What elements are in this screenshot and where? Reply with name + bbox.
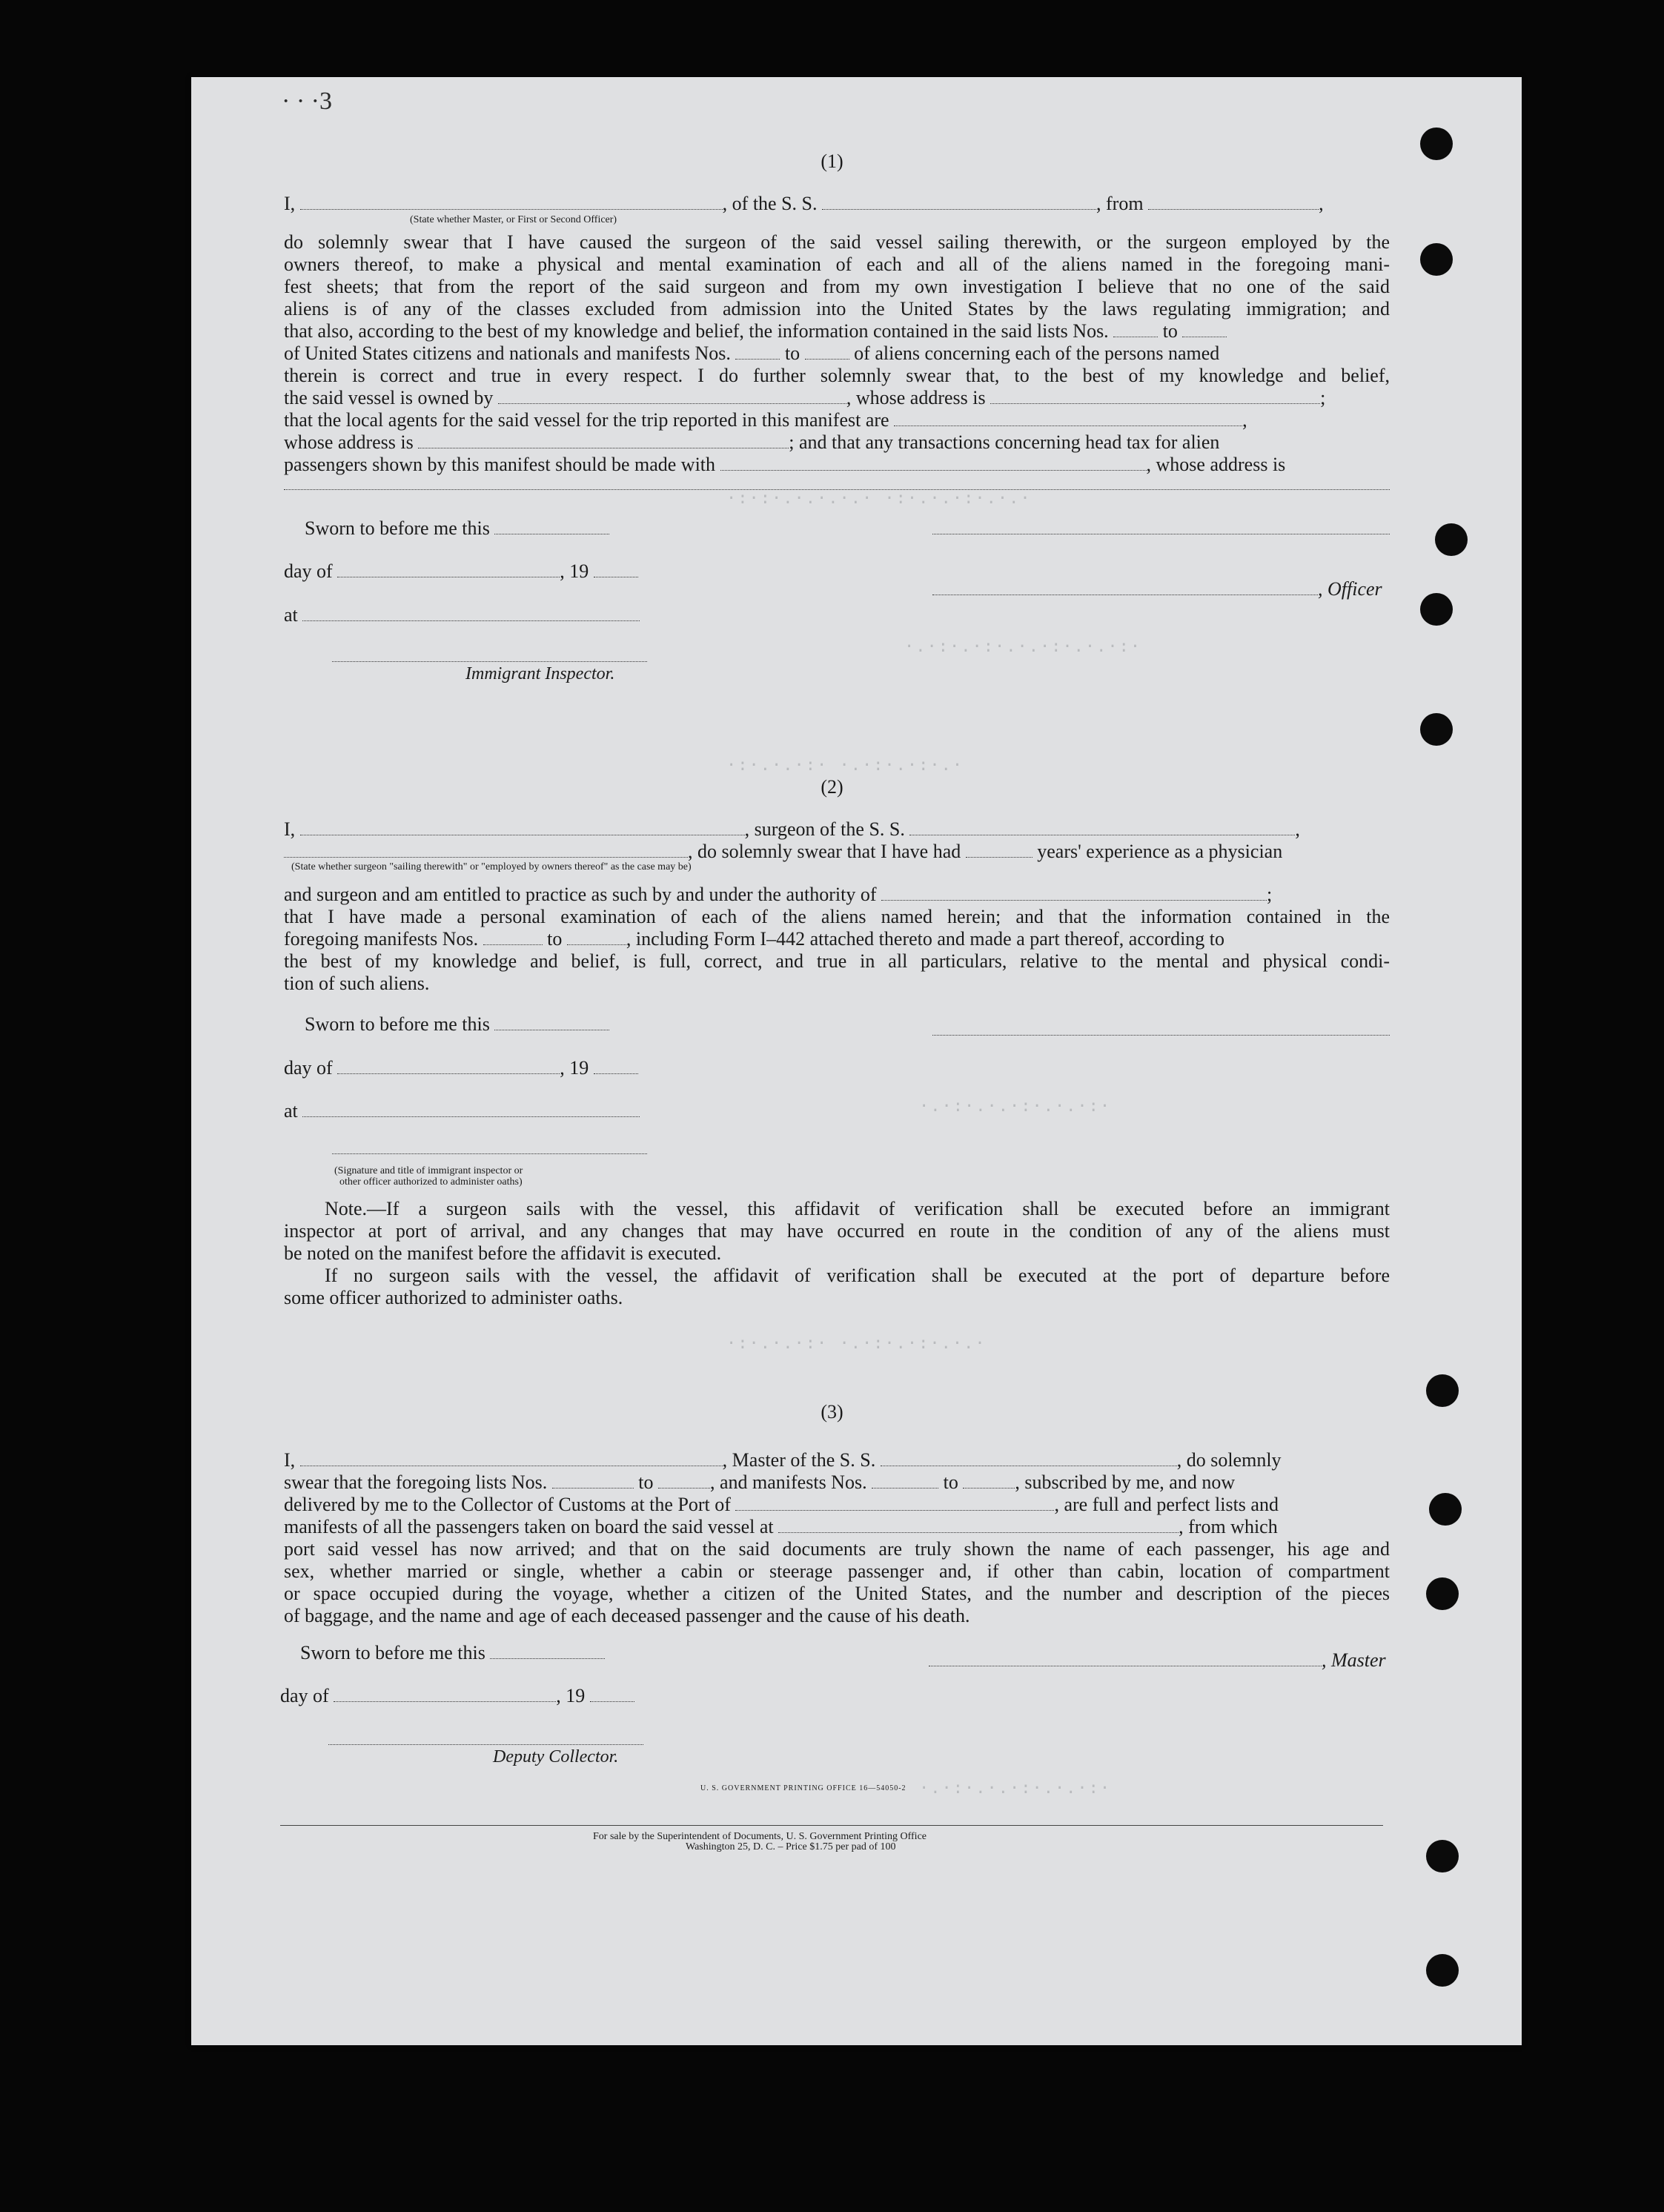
- bleed-through: ·.·:·.·.·:·.·.·:·: [919, 1097, 1112, 1116]
- collector-signature-line: [328, 1744, 643, 1745]
- port-line: delivered by me to the Collector of Customs at the Port of , are full and perfect lists and: [284, 1494, 1279, 1515]
- master-name-field: [300, 1449, 723, 1466]
- signature-line: [932, 1035, 1390, 1036]
- day-of-line: day of , 19: [284, 1057, 638, 1079]
- day-of-line: day of , 19: [284, 560, 638, 583]
- surgeon-caption: (State whether surgeon "sailing therewith" or "employed by owners thereof" as the case may be): [291, 861, 692, 872]
- lists-to-field: [658, 1471, 710, 1489]
- master-vessel-field: [881, 1449, 1177, 1466]
- sale-notice: For sale by the Superintendent of Documents, U. S. Government Printing Office: [593, 1831, 927, 1842]
- punch-hole: [1435, 523, 1468, 556]
- surgeon-vessel-field: [909, 818, 1295, 835]
- lists-to-field: [1182, 320, 1227, 337]
- owner-line: the said vessel is owned by , whose address is ;: [284, 387, 1326, 408]
- paragraph-line: owners thereof, to make a physical and mental examination of each and all of the aliens named in the foregoing mani-: [284, 254, 1390, 275]
- punch-hole: [1420, 713, 1453, 746]
- sworn-line: Sworn to before me this: [305, 1013, 609, 1036]
- owner-field: [498, 387, 846, 404]
- corner-mark: · · ·3: [282, 87, 332, 115]
- paragraph-line: fest sheets; that from the report of the said surgeon and from my own investigation I believe that no one of the said: [284, 276, 1390, 297]
- agents-line: that the local agents for the said vessel for the trip reported in this manifest are ,: [284, 409, 1247, 431]
- paragraph-line: or space occupied during the voyage, whether a citizen of the United States, and the number and description of the pieces: [284, 1583, 1390, 1604]
- punch-hole: [1426, 1954, 1459, 1987]
- note-line: some officer authorized to administer oaths.: [284, 1287, 623, 1308]
- day-of-line: day of , 19: [280, 1685, 634, 1707]
- sworn-line: Sworn to before me this: [305, 517, 609, 540]
- agents-address-line: whose address is ; and that any transactions concerning head tax for alien: [284, 431, 1220, 453]
- manifests-from-field: [735, 342, 780, 360]
- master-signature-field: [929, 1649, 1322, 1666]
- master-signature-line: , Master: [929, 1649, 1386, 1672]
- bleed-through: ·:·.·.·:· ·.·:·.·:·.·: [726, 756, 964, 775]
- signature-caption: other officer authorized to administer oaths): [339, 1176, 523, 1188]
- paragraph-line: do solemnly swear that I have caused the surgeon of the said vessel sailing therewith, or the surgeon employed by the: [284, 231, 1390, 253]
- agents-field: [894, 409, 1242, 426]
- paragraph-line: of baggage, and the name and age of each deceased passenger and the cause of his death.: [284, 1605, 970, 1626]
- officer-line: I, , of the S. S. , from ,: [284, 193, 1324, 214]
- years-field: [966, 841, 1032, 858]
- punch-hole: [1426, 1840, 1459, 1872]
- sworn-date-field: [494, 517, 609, 534]
- officer-signature-line: , Officer: [932, 578, 1382, 600]
- citizens-line: of United States citizens and nationals and manifests Nos. to of aliens concerning each of the persons named: [284, 342, 1220, 364]
- lists-line: that also, according to the best of my knowledge and belief, the information contained in the said lists Nos. to: [284, 320, 1227, 342]
- boarded-line: manifests of all the passengers taken on board the said vessel at , from which: [284, 1516, 1278, 1537]
- head-tax-field: [720, 454, 1147, 471]
- note-line: inspector at port of arrival, and any changes that may have occurred en route in the condition of any of the aliens must: [284, 1220, 1390, 1242]
- address-blank-line: [284, 489, 1390, 490]
- year-field: [594, 1057, 638, 1074]
- section-2-heading: (2): [821, 776, 843, 798]
- section-1-heading: (1): [821, 150, 843, 172]
- manifests-to-field: [963, 1471, 1015, 1489]
- day-field: [334, 1685, 556, 1702]
- manifests-from-field: [872, 1471, 938, 1489]
- section-3-heading: (3): [821, 1401, 843, 1423]
- note-line: If no surgeon sails with the vessel, the affidavit of verification shall be executed at the port of departure before: [325, 1265, 1390, 1286]
- sale-notice: Washington 25, D. C. – Price $1.75 per pad of 100: [686, 1841, 896, 1852]
- note-line: be noted on the manifest before the affidavit is executed.: [284, 1242, 722, 1264]
- boarded-port-field: [778, 1516, 1179, 1533]
- vessel-name-field: [822, 193, 1096, 210]
- experience-line: , do solemnly swear that I have had years' experience as a physician: [284, 841, 1390, 863]
- inspector-label: Immigrant Inspector.: [465, 664, 615, 683]
- collector-label: Deputy Collector.: [493, 1747, 619, 1766]
- lists-from-field: [552, 1471, 634, 1489]
- officer-name-field: [300, 193, 723, 210]
- paragraph-line: tion of such aliens.: [284, 973, 430, 994]
- day-field: [337, 1057, 560, 1074]
- paragraph-line: therein is correct and true in every respect. I do further solemnly swear that, to the best of my knowledge and belief,: [284, 365, 1390, 386]
- note-line: Note.—If a surgeon sails with the vessel, this affidavit of verification shall be executed before an immigrant: [325, 1198, 1390, 1219]
- paragraph-line: aliens is of any of the classes excluded from admission into the United States by the laws regulating immigration; and: [284, 298, 1390, 319]
- sworn-date-field: [494, 1013, 609, 1030]
- surgeon-name-field: [300, 818, 745, 835]
- sworn-date-field: [490, 1642, 605, 1659]
- owner-address-field: [990, 387, 1320, 404]
- bleed-through: ·:·:·.·.·.·.· ·:·.·.·:·.·.·: [726, 489, 1032, 508]
- bleed-through: ·.·:·.·:·.·.·:·.·.·:·: [904, 638, 1142, 656]
- from-port-field: [1148, 193, 1319, 210]
- surgeon-status-field: [284, 841, 688, 858]
- punch-hole: [1426, 1577, 1459, 1610]
- gpo-imprint: U. S. GOVERNMENT PRINTING OFFICE 16—54050-2: [700, 1784, 906, 1792]
- paragraph-line: sex, whether married or single, whether a cabin or steerage passenger and, if other than cabin, location of compartment: [284, 1560, 1390, 1582]
- manifests-to-field: [567, 928, 626, 945]
- bleed-through: ·.·:·.·.·:·.·.·:·: [919, 1779, 1112, 1798]
- manifests-line: foregoing manifests Nos. to , including Form I–442 attached thereto and made a part thereof, according to: [284, 928, 1225, 950]
- officer-signature-field: [932, 578, 1318, 595]
- bleed-through: ·:·.·.·:· ·.·:·.·:·.·.·: [726, 1334, 987, 1353]
- lists-line: swear that the foregoing lists Nos. to , and manifests Nos. to , subscribed by me, and now: [284, 1471, 1236, 1493]
- punch-hole: [1429, 1493, 1462, 1526]
- authority-line: and surgeon and am entitled to practice as such by and under the authority of ;: [284, 884, 1273, 905]
- head-tax-line: passengers shown by this manifest should be made with , whose address is: [284, 454, 1286, 475]
- day-field: [337, 560, 560, 577]
- footer-rule: [280, 1825, 1383, 1826]
- inspector-signature-line: [332, 661, 647, 662]
- manifests-from-field: [483, 928, 543, 945]
- punch-hole: [1420, 243, 1453, 276]
- at-field: [302, 1100, 640, 1117]
- surgeon-line: I, , surgeon of the S. S. ,: [284, 818, 1300, 840]
- punch-hole: [1420, 593, 1453, 626]
- signature-caption: (Signature and title of immigrant inspector or: [334, 1165, 523, 1176]
- authority-field: [881, 884, 1267, 901]
- officer-caption: (State whether Master, or First or Second Officer): [410, 214, 617, 225]
- agents-address-field: [418, 431, 789, 448]
- paragraph-line: port said vessel has now arrived; and that on the said documents are truly shown the name of each passenger, his age and: [284, 1538, 1390, 1560]
- year-field: [590, 1685, 634, 1702]
- paragraph-line: the best of my knowledge and belief, is full, correct, and true in all particulars, relative to the mental and physical condi-: [284, 950, 1390, 972]
- manifests-to-field: [805, 342, 849, 360]
- lists-from-field: [1113, 320, 1158, 337]
- inspector-signature-line: [332, 1153, 647, 1154]
- master-line: I, , Master of the S. S. , do solemnly: [284, 1449, 1282, 1471]
- at-line: at: [284, 604, 640, 626]
- year-field: [594, 560, 638, 577]
- paragraph-line: that I have made a personal examination of each of the aliens named herein; and that the information contained in the: [284, 906, 1390, 927]
- sworn-line: Sworn to before me this: [300, 1642, 605, 1664]
- port-field: [735, 1494, 1054, 1511]
- at-field: [302, 604, 640, 621]
- at-line: at: [284, 1100, 640, 1122]
